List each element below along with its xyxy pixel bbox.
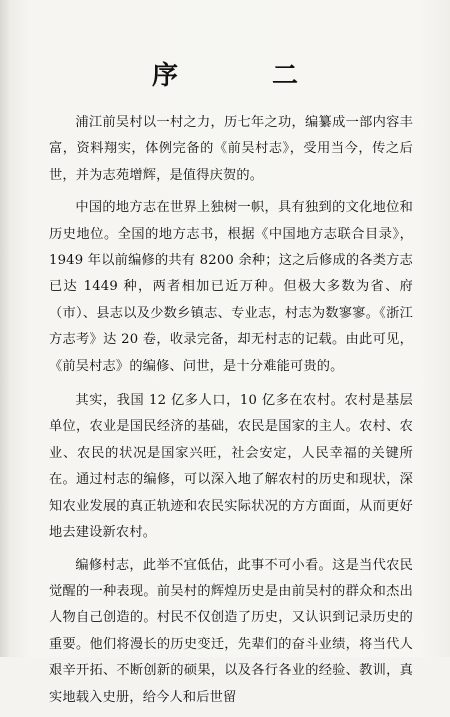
scan-edge-shadow	[0, 0, 10, 657]
paragraph: 浦江前吴村以一村之力，历七年之功，编纂成一部内容丰富，资料翔实，体例完备的《前吴村志》，受用当今，传之后世，并为志苑增辉，是值得庆贺的。	[49, 115, 413, 183]
paragraph: 中国的地方志在世界上独树一帜，具有独到的文化地位和历史地位。全国的地方志书，根据《中国地方志联合目录》，1949 年以前编修的共有 8200 余种；这之后修成的各类方志已达 1449 种，两者相加已近万种。但极大多数为省、府（市）、县志以及少数乡镇志、专业志，村志为数寥寥。《浙江方志考》达 20 卷，收录完备，却无村志的记载。由此可见，《前吴村志》的编修、问世，是十分难能可贵的。	[49, 200, 413, 374]
page-title: 序 二	[151, 61, 332, 91]
document-body	[49, 110, 413, 717]
paragraph: 其实，我国 12 亿多人口，10 亿多在农村。农村是基层单位，农业是国民经济的基础，农民是国家的主人。农村、农业、农民的状况是国家兴旺，社会安定，人民幸福的关键所在。通过村志的编修，可以深入地了解农村的历史和现状，深知农业发展的真正轨迹和农民实际状况的方方面面，从而更好地去建设新农村。	[49, 393, 413, 541]
paragraph: 编修村志，此举不宜低估，此事不可小看。这是当代农民觉醒的一种表现。前吴村的辉煌历史是由前吴村的群众和杰出人物自己创造的。村民不仅创造了历史，又认识到记录历史的重要。他们将漫长的历史变迁，先辈们的奋斗业绩，将当代人艰辛开拓、不断创新的硕果，以及各行各业的经验、教训，真实地载入史册，给今人和后世留	[49, 557, 413, 705]
